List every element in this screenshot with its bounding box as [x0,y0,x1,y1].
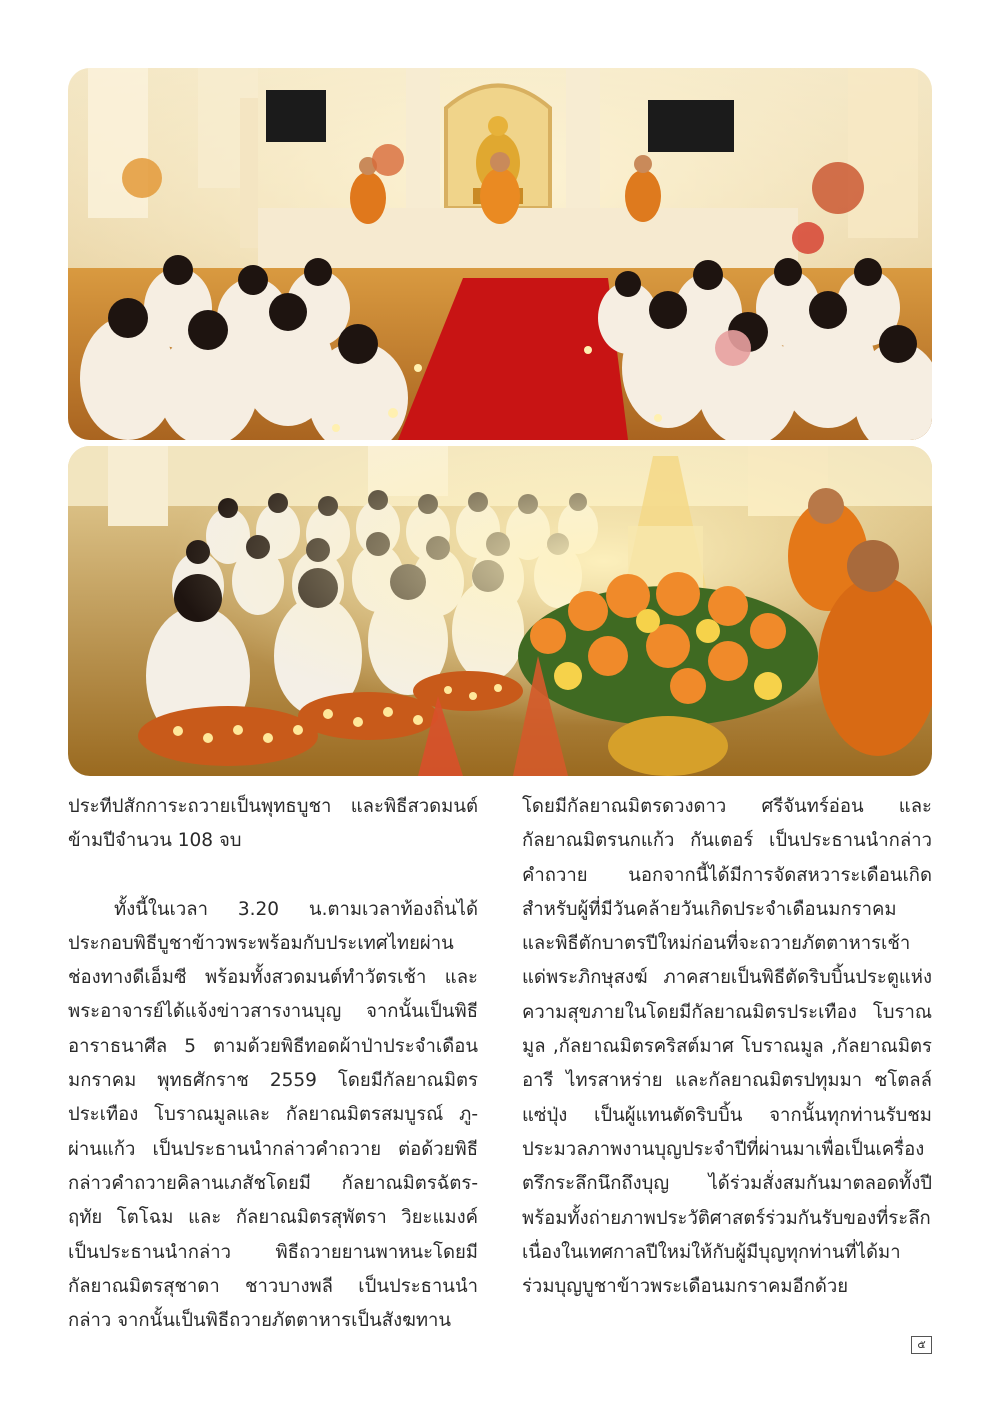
ceremony-hall-image [68,68,932,440]
photo-ceremony-hall [68,68,932,440]
right-paragraph-1: โดยมีกัลยาณมิตรดวงดาว ศรีจันทร์อ่อน และกัลยาณมิตรนกแก้ว กันเตอร์ เป็นประธานนำกล่าวคำถวาย นอกจากนี้ได้มีการจัดสหวาระเดือนเกิดสำหรับผู้ที่มีวันคล้ายวันเกิดประจำเดือนมกราคม และพิธีตักบาตรปีใหม่ก่อนที่จะถวายภัตตาหารเช้าแด่พระภิกษุสงฆ์ ภาคสายเป็นพิธีตัดริบบิ้นประตูแห่งความสุขภายในโดยมีกัลยาณมิตรประเทือง โบราณมูล ,กัลยาณมิตรคริสต์มาศ โบราณมูล ,กัลยาณมิตรอารี ไทรสาหร่าย และกัลยาณมิตรปทุมมา ซโตลล์ แซ่ปุ่ง เป็นผู้แทนตัดริบบิ้น จากนั้นทุกท่านรับชมประมวลภาพงานบุญประจำปีที่ผ่านมาเพื่อเป็นเครื่องตรึกระลึกนึกถึงบุญ ได้ร่วมสั่งสมกันมาตลอดทั้งปี พร้อมทั้งถ่ายภาพประวัติศาสตร์ร่วมกันรับของที่ระลึกเนื่องในเทศกาลปีใหม่ให้กับผู้มีบุญทุกท่านที่ได้มาร่วมบุญบูชาข้าวพระเดือนมกราคมอีกด้วย [522,796,932,1298]
left-paragraph-2: ทั้งนี้ในเวลา 3.20 น.ตามเวลาท้องถิ่นได้ประกอบพิธีบูชาข้าวพระพร้อมกับประเทศไทยผ่านช่องทางดีเอ็มซี พร้อมทั้งสวดมนต์ทำวัตรเช้า และพระอาจารย์ได้แจ้งข่าวสารงานบุญ จากนั้นเป็นพิธีอาราธนาศีล 5 ตามด้วยพิธีทอดผ้าป่าประจำเดือนมกราคม พุทธศักราช 2559 โดยมีกัลยาณมิตรประเทือง โบราณมูลและ กัลยาณมิตรสมบูรณ์ ภู-ผ่านแก้ว เป็นประธานนำกล่าวคำถวาย ต่อด้วยพิธีกล่าวคำถวายคิลานเภสัชโดยมี กัลยาณมิตรฉัตร-ฤทัย โตโฉม และ กัลยาณมิตรสุพัตรา วิยะแมงค์ เป็นประธานนำกล่าว พิธีถวายยานพาหนะโดยมีกัลยาณมิตรสุชาดา ชาวบางพลี เป็นประธานนำกล่าว จากนั้นเป็นพิธีถวายภัตตาหารเป็นสังฆทาน [68,898,478,1332]
photo-candle-ceremony [68,446,932,776]
candle-ceremony-image [68,446,932,776]
left-paragraph-1: ประทีปสักการะถวายเป็นพุทธบูชา และพิธีสวดมนต์ข้ามปีจำนวน 108 จบ [68,796,478,852]
text-column-left [68,790,478,1338]
page-number: ๕ [911,1336,932,1354]
text-column-right [522,790,932,1304]
